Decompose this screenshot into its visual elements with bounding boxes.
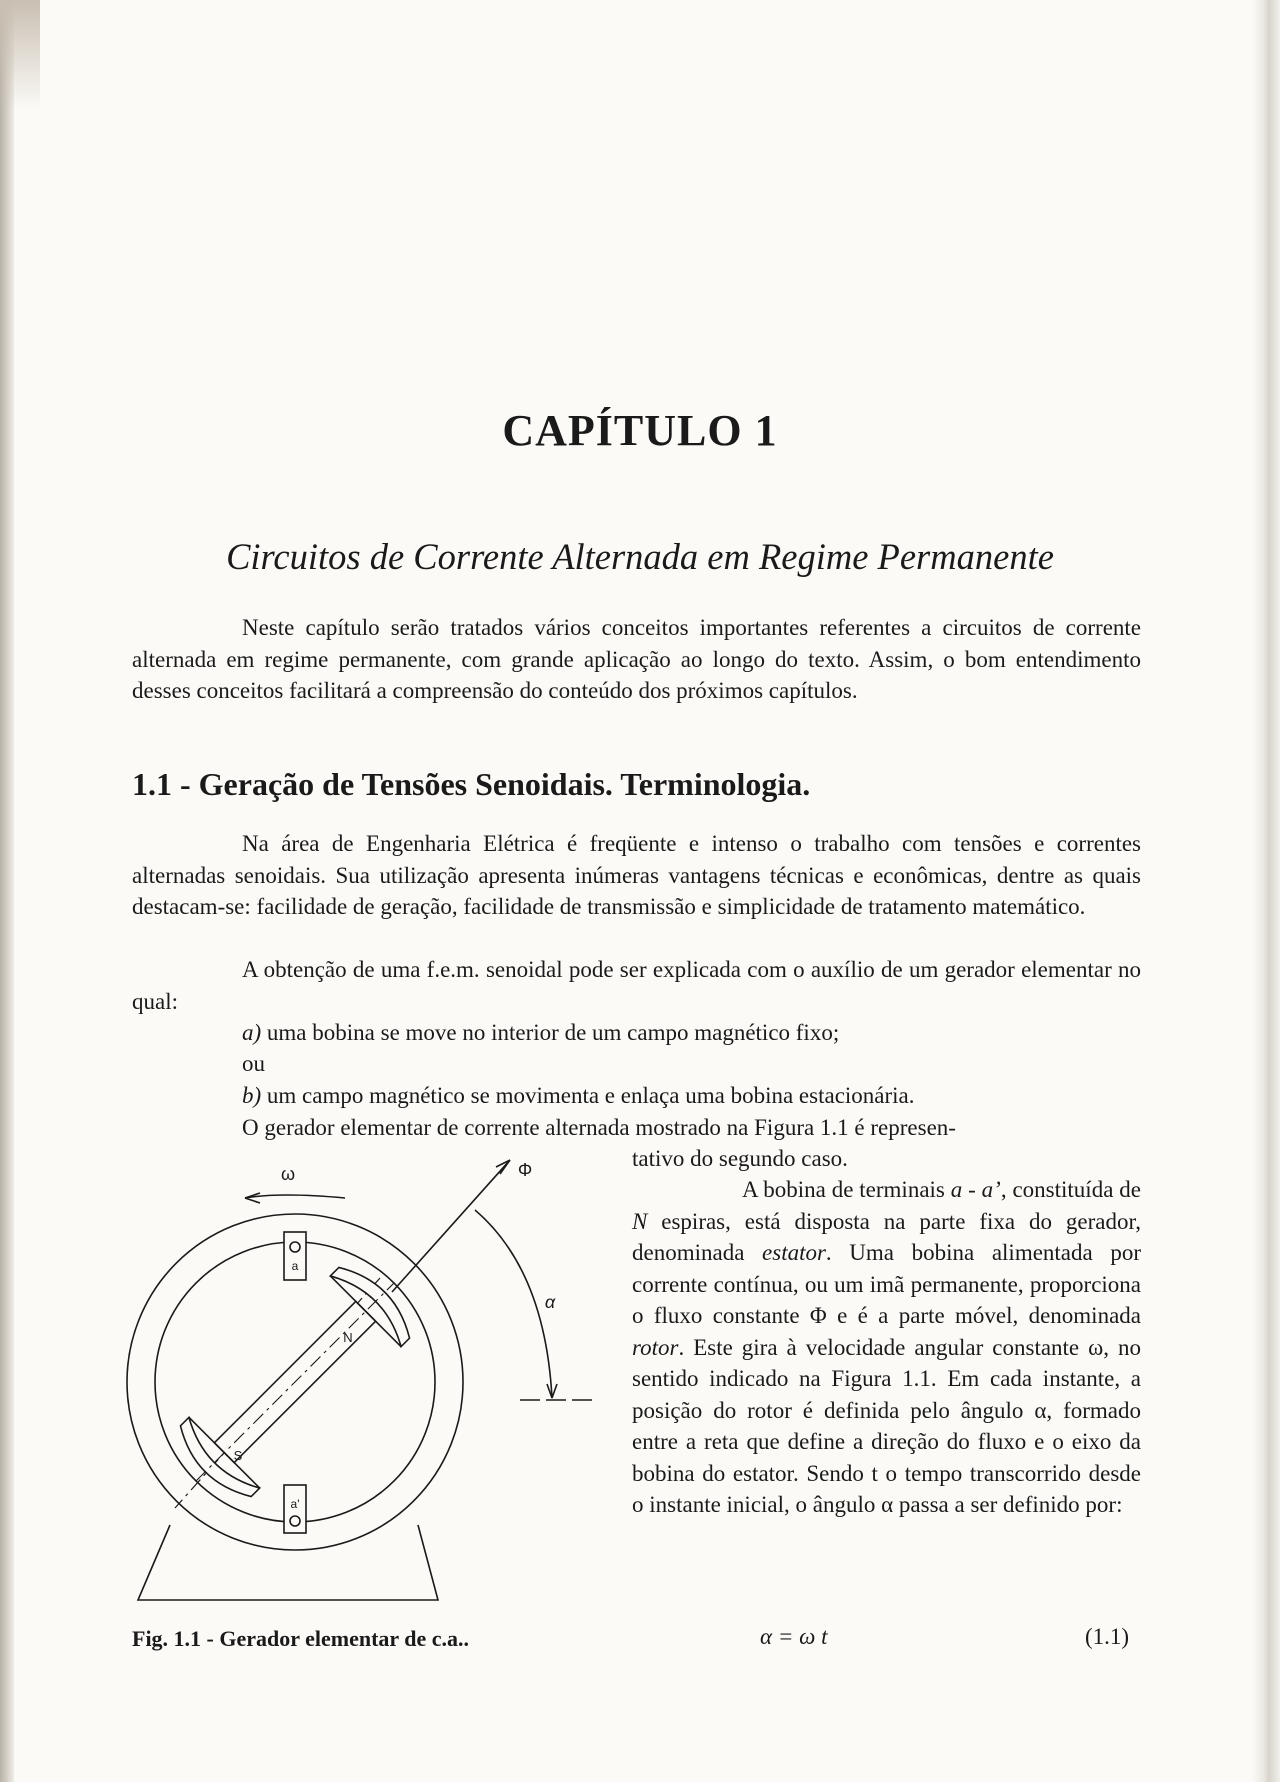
equation-number: (1.1) [1085, 1624, 1130, 1649]
p4-mid-2: espiras, está disposta na parte fixa do gerador, denominada [632, 1208, 1141, 1265]
list-item-a-label: a) [242, 1020, 262, 1045]
page-corner-tint [0, 0, 40, 110]
page-left-shadow [0, 0, 14, 1782]
p4-rotor: rotor [632, 1334, 679, 1360]
section-paragraph-4 [632, 1174, 1141, 1521]
section-paragraph-2: A obtenção de uma f.e.m. senoidal pode ser explicada com o auxílio de um gerador elementar no qual: [132, 957, 1141, 1014]
list-item-b-label: b) [242, 1083, 262, 1108]
equation: α = ω t [760, 1624, 828, 1649]
rotation-arrow [245, 1195, 345, 1198]
alpha-label: α [544, 1292, 556, 1312]
list-item-a-text: uma bobina se move no interior de um campo magnético fixo; [266, 1020, 840, 1045]
intro-paragraph: Neste capítulo serão tratados vários conceitos importantes referentes a circuitos de corrente alternada em regime permanente, com grande aplicação ao longo do texto. Assim, o bom entendimento desses conceitos facilitará a compreensão do conteúdo dos próximos capítulos. [132, 615, 1141, 703]
list-item-b-text: um campo magnético se movimenta e enlaça uma bobina estacionária. [266, 1083, 915, 1108]
chapter-title: CAPÍTULO 1 [502, 406, 778, 455]
p4-terminals: a - a’ [950, 1177, 1001, 1202]
section-paragraph-3-line-2: tativo do segundo caso. [632, 1146, 848, 1171]
p4-mid-1: , constituída de [1000, 1177, 1141, 1202]
list-item-b [242, 1080, 915, 1112]
north-pole-label: N [343, 1330, 353, 1345]
chapter-subtitle: Circuitos de Corrente Alternada em Regime Permanente [226, 536, 1054, 577]
p4-end: . Este gira à velocidade angular constante ω, no sentido indicado na Figura 1.1. Em cada instante, a posição do rotor é definida pelo ângulo α, formado entre a reta que define a direção do fluxo e o eixo da bobina do estator. Sendo t o tempo transcorrido desde o instante inicial, o ângulo α passa a ser definido por: [632, 1334, 1141, 1517]
stator-base [138, 1525, 438, 1600]
p4-n: N [632, 1208, 648, 1234]
p4-estator: estator [762, 1240, 826, 1265]
alpha-arc [475, 1210, 552, 1398]
list-item-a [242, 1017, 839, 1049]
figure-caption: Fig. 1.1 - Gerador elementar de c.a.. [132, 1626, 470, 1651]
list-or: ou [242, 1051, 265, 1076]
p4-start: A bobina de terminais [742, 1177, 951, 1202]
section-paragraph-1: Na área de Engenharia Elétrica é freqüente e intenso o trabalho com tensões e correntes alternadas senoidais. Sua utilização apresenta inúmeras vantagens técnicas e econômicas, dentre as quais destacam-se: facilidade de geração, facilidade de transmissão e simplicidade de tratamento matemático. [132, 831, 1141, 919]
rotor [161, 1248, 430, 1517]
generator-figure [120, 1130, 620, 1620]
section-paragraph-3-line-1: O gerador elementar de corrente alternada mostrado na Figura 1.1 é represen- [242, 1115, 956, 1140]
phi-label: Φ [517, 1160, 533, 1180]
terminal-a-label: a [291, 1259, 299, 1273]
page-right-edge [1252, 0, 1280, 1782]
section-heading: 1.1 - Geração de Tensões Senoidais. Terminologia. [132, 766, 811, 802]
south-pole-label: S [233, 1448, 243, 1463]
rotation-arrow-head [245, 1193, 260, 1203]
omega-label: ω [280, 1164, 296, 1184]
p4-mid-3: . Uma bobina alimentada por corrente contínua, ou um imã permanente, proporciona o fluxo constante Φ e é a parte móvel, denominada [632, 1240, 1141, 1328]
terminal-a-prime-label: a' [290, 1497, 300, 1511]
